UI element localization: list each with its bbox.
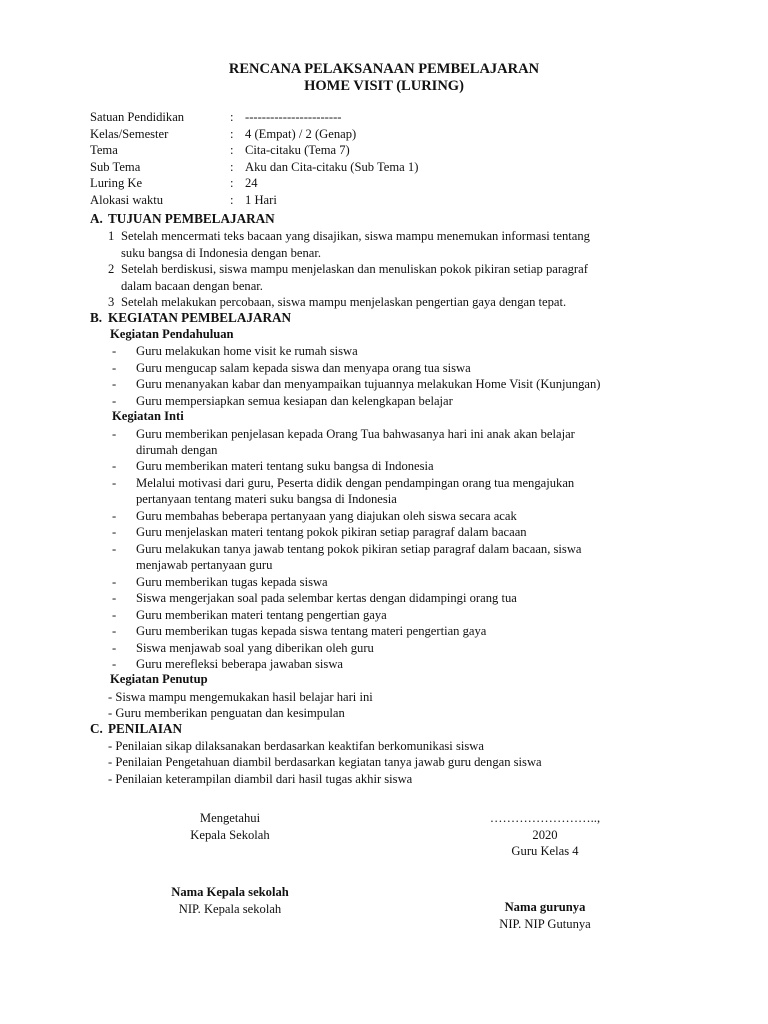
pendahuluan-heading: Kegiatan Pendahuluan: [110, 327, 234, 341]
signature-left-name: [130, 884, 330, 917]
kepala-sekolah-name: Nama Kepala sekolah: [171, 885, 289, 899]
section-c-heading: C. PENILAIAN: [90, 721, 183, 736]
kepala-sekolah-label: Kepala Sekolah: [190, 827, 270, 842]
kepala-sekolah-nip: NIP. Kepala sekolah: [178, 901, 282, 916]
place-date: ……………………..,: [489, 811, 601, 825]
identity-row: Alokasi waktu : 1 Hari: [90, 192, 277, 207]
penutup-heading: Kegiatan Penutup: [110, 672, 208, 686]
list-item: - Penilaian keterampilan diambil dari hasil tugas akhir siswa: [108, 771, 413, 786]
signature-left: [130, 810, 330, 843]
document-subtitle: HOME VISIT (LURING): [304, 78, 464, 94]
guru-name: Nama gurunya: [504, 900, 586, 914]
signature-right-name: [445, 899, 645, 932]
identity-table: [90, 109, 418, 208]
mengetahui-label: Mengetahui: [199, 811, 261, 825]
list-item: - Penilaian Pengetahuan diambil berdasarkan kegiatan tanya jawab guru dengan siswa: [108, 755, 542, 769]
identity-row: Sub Tema : Aku dan Cita-citaku (Sub Tema 1): [90, 159, 419, 174]
identity-row: Satuan Pendidikan : -----------------------: [90, 110, 342, 124]
section-b-heading: B. KEGIATAN PEMBELAJARAN: [90, 310, 292, 325]
list-item: - Guru memberikan penguatan dan kesimpulan: [108, 706, 345, 720]
identity-row: Kelas/Semester : 4 (Empat) / 2 (Genap): [90, 126, 357, 141]
document-page: RENCANA PELAKSANAAN PEMBELAJARAN HOME VISIT (LURING) Satuan Pendidikan : ----------------------- Kelas/Semester : 4 (Empat) / 2 (Genap) Tema : Cita-citaku (Tema 7) Sub Tema : Aku dan Cita-citaku (Sub Tema 1) Luring Ke : 24 Alokasi waktu : 1 Hari A. TUJUAN PEMBELAJARAN 1 Setelah mencermati teks bacaan yang disajikan, siswa mampu menemukan informasi tentang suku bangsa di Indonesia dengan benar. 2 Setelah berdiskusi, siswa mampu menjelaskan dan menuliskan pokok pikiran setiap paragraf dalam bacaan dengan benar. 3 Setelah melakukan percobaan, siswa mampu menjelaskan pengertian gaya dengan tepat. B. KEGIATAN PEMBELAJARAN Kegiatan Pendahuluan - Guru melakukan home visit ke rumah siswa - Guru mengucap salam kepada siswa dan menyapa orang tua siswa - Guru menanyakan kabar dan menyampaikan tujuannya melakukan Home Visit (Kunjungan) - Guru mempersiapkan semua kesiapan dan kelengkapan belajar Kegiatan Inti - Guru memberikan penjelasan kepada Orang Tua bahwasanya hari ini anak akan belajar dirumah dengan - Guru memberikan materi tentang suku bangsa di Indonesia - Melalui motivasi dari guru, Peserta didik dengan pendampingan orang tua mengajukan pertanyaan tentang materi suku bangsa di Indonesia - Guru membahas beberapa pertanyaan yang diajukan oleh siswa secara acak - Guru menjelaskan materi tentang pokok pikiran setiap paragraf dalam bacaan - Guru melakukan tanya jawab tentang pokok pikiran setiap paragraf dalam bacaan, siswa menjawab pertanyaan guru - Guru memberikan tugas kepada siswa - Siswa mengerjakan soal pada selembar kertas dengan didampingi orang tua - Guru memberikan materi tentang pengertian gaya - Guru memberikan tugas kepada siswa tentang materi pengertian gaya - Siswa menjawab soal yang diberikan oleh guru - Guru merefleksi beberapa jawaban siswa Kegiatan Penutup - Siswa mampu mengemukakan hasil belajar hari ini - Guru memberikan penguatan dan kesimpulan C. PENILAIAN - Penilaian sikap dilaksanakan berdasarkan keaktifan berkomunikasi siswa - Penilaian Pengetahuan diambil berdasarkan kegiatan tanya jawab guru dengan siswa - Penilaian keterampilan diambil dari hasil tugas akhir siswa Mengetahui Kepala Sekolah Nama Kepala sekolah NIP. Kepala sekolah …………………….., 2020 Guru Kelas 4 Nama gurunya NIP. NIP Gutunya: [0, 0, 768, 1024]
identity-row: Luring Ke : 24: [90, 176, 258, 190]
guru-kelas-label: Guru Kelas 4: [511, 844, 579, 858]
identity-row: Tema : Cita-citaku (Tema 7): [90, 143, 350, 157]
list-item: - Siswa mampu mengemukakan hasil belajar hari ini: [108, 689, 373, 704]
document-title: RENCANA PELAKSANAAN PEMBELAJARAN: [228, 61, 540, 77]
signature-right: [445, 810, 645, 860]
section-a-heading: A. TUJUAN PEMBELAJARAN: [90, 211, 275, 226]
guru-nip: NIP. NIP Gutunya: [499, 916, 591, 931]
year-label: 2020: [532, 827, 558, 842]
list-item: - Penilaian sikap dilaksanakan berdasarkan keaktifan berkomunikasi siswa: [108, 738, 484, 753]
inti-heading: Kegiatan Inti: [112, 409, 184, 423]
